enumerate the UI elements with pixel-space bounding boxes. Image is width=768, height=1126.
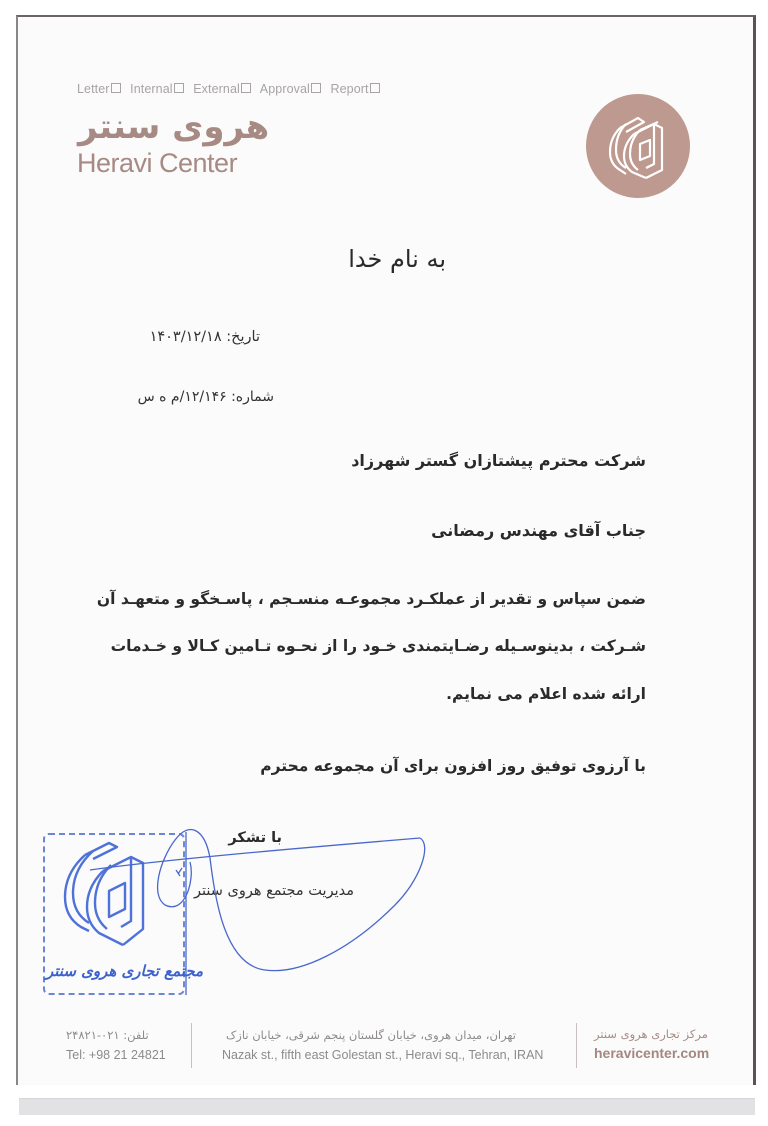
footer-divider [576,1023,577,1068]
letter-number [138,389,274,405]
checkbox-internal [174,83,184,93]
body-line: ضمن سپاس و تقدیر از عملکـرد مجموعـه منسـجم ، پاسـخگو و متعهـد آن [96,590,646,608]
date-label: تاریخ: [226,329,260,345]
checkbox-report [370,83,380,93]
heravi-logo-icon [586,94,690,198]
doc-type-letter: Letter [77,82,110,96]
body-line: شـرکت ، بدینوسـیله رضـایتمندی خـود را از نحـوه تـامین کـالا و خـدمات [110,637,646,655]
footer-website: heravicenter.com [594,1045,710,1061]
recipient-person: جناب آقای مهندس رمضانی [431,521,646,540]
stamp-logo-icon [45,835,185,965]
checkbox-external [241,83,251,93]
footer-phone-english: Tel: +98 21 24821 [66,1048,166,1062]
recipient-company: شرکت محترم پیشتازان گستر شهرزاد [351,451,646,470]
doc-type-report: Report [330,82,369,96]
closing-thanks: با تشکر [228,830,282,846]
footer-phone-persian: تلفن: ۰۲۱-۲۴۸۲۱ [66,1028,149,1042]
brand-name-english: Heravi Center [77,148,238,178]
doc-type-approval: Approval [259,82,310,96]
doc-type-external: External [193,82,240,96]
signatory-title: مدیریت مجتمع هروی سنتر [193,883,354,899]
footer-divider [191,1023,192,1068]
checkbox-letter [111,83,121,93]
document-type-checkboxes [77,82,386,96]
footer-address-english: Nazak st., fifth east Golestan st., Heravi sq., Tehran, IRAN [222,1048,544,1062]
footer-brand-persian: مرکز تجاری هروی سنتر [594,1027,708,1041]
letter-date [150,329,260,345]
scan-edge-strip [19,1098,755,1115]
letter-heading: به نام خدا [348,245,446,273]
date-value: ۱۴۰۳/۱۲/۱۸ [149,329,222,345]
footer-address-persian: تهران، میدان هروی، خیابان گلستان پنجم شرقی، خیابان نازک [226,1028,516,1042]
doc-type-internal: Internal [130,82,173,96]
closing-wish: با آرزوی توفیق روز افزون برای آن مجموعه محترم [260,757,646,775]
number-value: ۱۲/۱۴۶/م ه س [137,389,227,405]
body-line: ارائه شده اعلام می نمایم. [446,685,646,703]
stamp-text: مجتمع تجاری هروی سنتر [46,962,204,980]
number-label: شماره: [231,389,274,405]
brand-name-persian: هروی سنتر [78,107,270,147]
checkbox-approval [311,83,321,93]
